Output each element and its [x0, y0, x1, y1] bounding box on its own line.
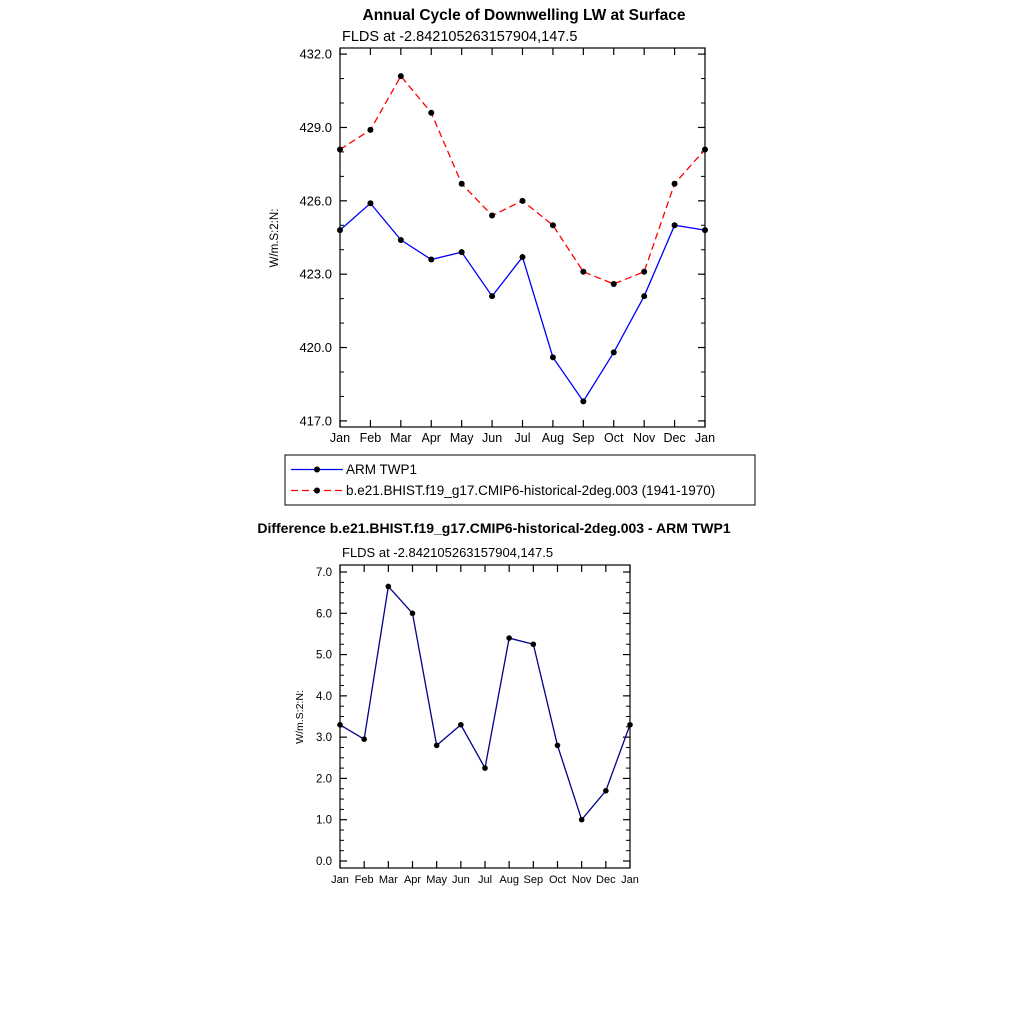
data-point-marker — [580, 398, 586, 404]
legend-marker-sample-0 — [314, 467, 320, 473]
x-tick-label: Jan — [694, 431, 716, 445]
x-tick-label: Oct — [604, 431, 624, 445]
x-tick-label: Nov — [633, 431, 656, 445]
y-tick-label: 1.0 — [316, 814, 332, 827]
x-tick-label: May — [449, 431, 474, 445]
data-point-marker — [489, 293, 495, 299]
data-point-marker — [367, 200, 373, 206]
x-tick-label: Oct — [548, 874, 567, 886]
data-point-marker — [702, 227, 708, 233]
y-tick-label: 432.0 — [299, 46, 332, 62]
y-tick-label: 423.0 — [299, 266, 332, 282]
y-tick-label: 0.0 — [316, 856, 332, 869]
legend-marker-sample-1 — [314, 488, 320, 494]
top-chart-y-axis-label: W/m.S:2:N: — [269, 208, 281, 268]
y-tick-label: 2.0 — [316, 773, 332, 786]
x-tick-label: Sep — [523, 874, 544, 886]
bottom-chart-subtitle: FLDS at -2.842105263157904,147.5 — [342, 545, 554, 560]
y-tick-label: 3.0 — [316, 732, 332, 745]
data-point-marker — [459, 181, 465, 187]
top-chart-main-title: Annual Cycle of Downwelling LW at Surface — [362, 7, 686, 24]
data-point-marker — [367, 127, 373, 133]
plot-frame — [340, 565, 630, 868]
x-tick-label: Dec — [596, 874, 616, 886]
data-point-marker — [579, 817, 585, 823]
x-tick-label: Dec — [663, 431, 686, 445]
x-tick-label: Jul — [477, 874, 493, 886]
data-point-marker — [627, 722, 633, 728]
x-tick-label: Jul — [514, 431, 531, 445]
data-point-marker — [398, 237, 404, 243]
data-point-marker — [555, 743, 561, 749]
x-tick-label: Jan — [329, 431, 351, 445]
x-tick-label: Apr — [421, 431, 441, 445]
data-point-marker — [458, 722, 464, 728]
data-point-marker — [611, 349, 617, 355]
legend-label-arm-twp1: ARM TWP1 — [346, 462, 418, 477]
x-tick-label: Feb — [354, 874, 374, 886]
bottom-chart-y-axis-label: W/m.S:2:N: — [294, 690, 306, 744]
x-tick-label: Aug — [541, 431, 565, 445]
data-point-marker — [520, 198, 526, 204]
data-point-marker — [611, 281, 617, 287]
x-tick-label: Sep — [572, 431, 595, 445]
y-tick-label: 4.0 — [316, 690, 332, 703]
series-line-0 — [340, 203, 705, 401]
x-tick-label: Jan — [621, 874, 639, 886]
data-point-marker — [428, 110, 434, 116]
x-tick-label: Aug — [499, 874, 519, 886]
data-point-marker — [506, 635, 512, 641]
data-point-marker — [702, 146, 708, 152]
x-tick-label: Jun — [482, 431, 503, 445]
y-tick-label: 426.0 — [299, 193, 332, 209]
data-point-marker — [603, 788, 609, 794]
data-point-marker — [337, 146, 343, 152]
data-point-marker — [550, 354, 556, 360]
data-point-marker — [641, 269, 647, 275]
data-point-marker — [410, 610, 416, 616]
data-point-marker — [641, 293, 647, 299]
x-tick-label: Jun — [451, 874, 470, 886]
series-line-1 — [340, 76, 705, 284]
x-tick-label: Apr — [403, 874, 422, 886]
x-tick-label: May — [426, 874, 448, 886]
top-chart-plot — [299, 47, 715, 445]
data-point-marker — [386, 584, 392, 590]
y-tick-label: 420.0 — [299, 340, 332, 356]
data-point-marker — [428, 257, 434, 263]
x-tick-label: Jan — [331, 874, 349, 886]
bottom-chart-plot — [316, 565, 639, 886]
data-point-marker — [580, 269, 586, 275]
series-line-0 — [340, 586, 630, 819]
legend-label-model: b.e21.BHIST.f19_g17.CMIP6-historical-2deg.003 (1941-1970) — [346, 483, 716, 498]
data-point-marker — [489, 212, 495, 218]
data-point-marker — [398, 73, 404, 79]
data-point-marker — [361, 736, 367, 742]
y-tick-label: 429.0 — [299, 120, 332, 136]
y-tick-label: 5.0 — [316, 649, 332, 662]
top-chart-subtitle: FLDS at -2.842105263157904,147.5 — [342, 29, 578, 45]
y-tick-label: 7.0 — [316, 567, 332, 580]
bottom-chart-main-title: Difference b.e21.BHIST.f19_g17.CMIP6-historical-2deg.003 - ARM TWP1 — [257, 520, 731, 536]
data-point-marker — [531, 641, 537, 647]
data-point-marker — [520, 254, 526, 260]
plot-frame — [340, 48, 705, 427]
data-point-marker — [337, 227, 343, 233]
y-tick-label: 6.0 — [316, 608, 332, 621]
data-point-marker — [482, 765, 488, 771]
x-tick-label: Nov — [571, 874, 592, 886]
x-tick-label: Mar — [378, 874, 398, 886]
y-tick-label: 417.0 — [299, 413, 332, 429]
x-tick-label: Mar — [390, 431, 412, 445]
x-tick-label: Feb — [359, 431, 382, 445]
data-point-marker — [459, 249, 465, 255]
data-point-marker — [434, 743, 440, 749]
data-point-marker — [672, 222, 678, 228]
data-point-marker — [672, 181, 678, 187]
data-point-marker — [550, 222, 556, 228]
data-point-marker — [337, 722, 343, 728]
